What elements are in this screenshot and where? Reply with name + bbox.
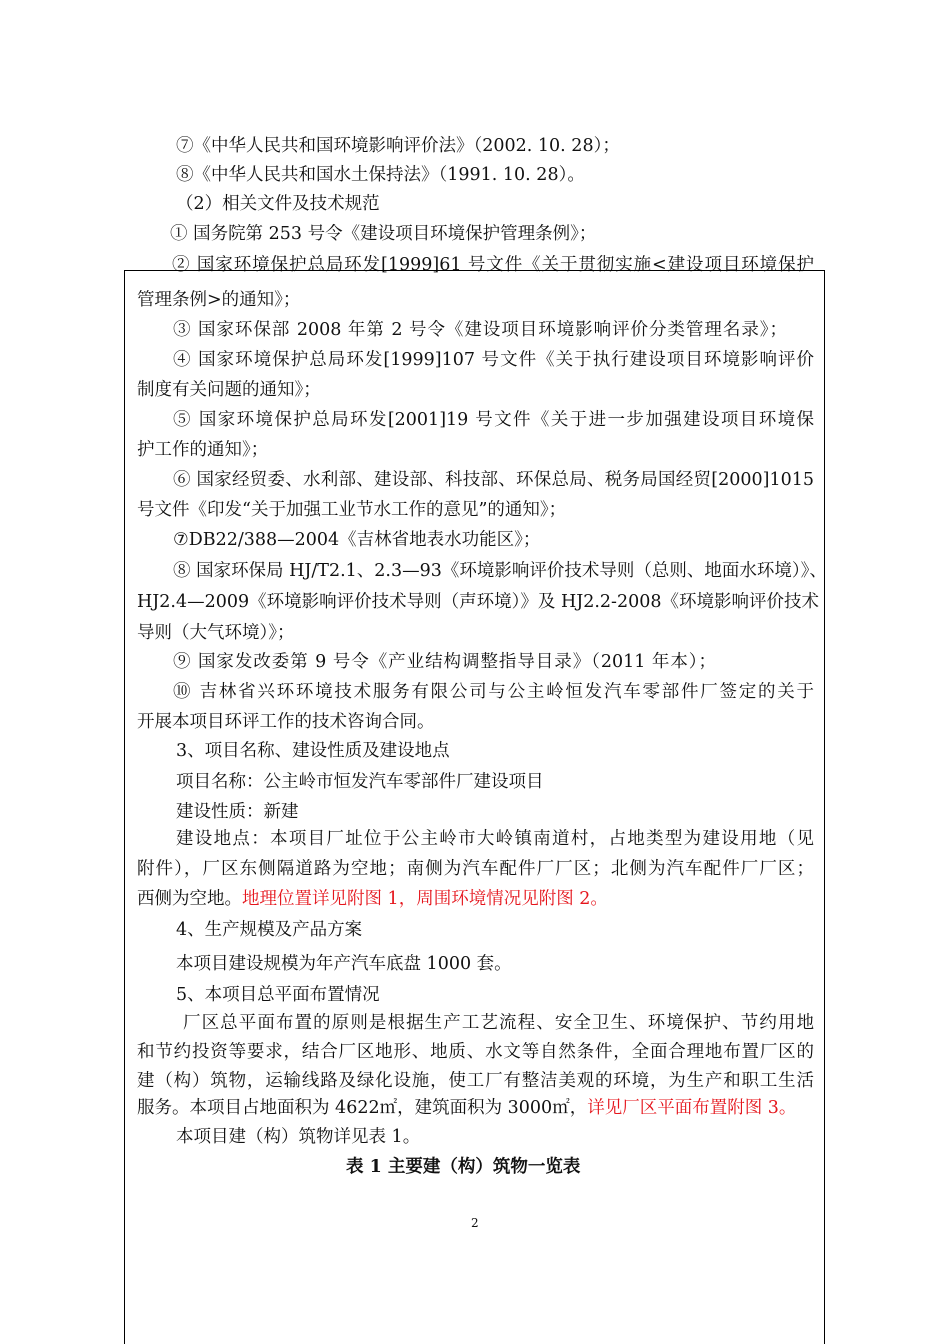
layout-para-line3: 建（构）筑物，运输线路及绿化设施，使工厂有整洁美观的环境，为生产和职工生活 xyxy=(137,1071,814,1091)
doc-item-8-line3: 导则（大气环境）》； xyxy=(137,623,295,643)
section-heading-4: 4、生产规模及产品方案 xyxy=(176,920,363,940)
law-item-7: ⑦《中华人民共和国环境影响评价法》（2002. 10. 28）； xyxy=(176,136,620,156)
doc-item-6-line2: 号文件《印发“关于加强工业节水工作的意见”的通知》； xyxy=(137,500,567,520)
doc-item-1: ① 国务院第 253 号令《建设项目环境保护管理条例》； xyxy=(170,224,597,244)
doc-item-8-line2: HJ2.4—2009《环境影响评价技术导则（声环境）》及 HJ2.2-2008《环境影响评价技术 xyxy=(137,592,820,612)
doc-item-3: ③ 国家环保部 2008 年第 2 号令《建设项目环境影响评价分类管理名录》； xyxy=(173,320,787,340)
location-figure-ref: 地理位置详见附图 1，周围环境情况见附图 2。 xyxy=(242,889,608,909)
page-number: 2 xyxy=(471,1216,479,1230)
project-name: 项目名称：公主岭市恒发汽车零部件厂建设项目 xyxy=(176,772,544,792)
doc-item-5-line2: 护工作的通知》； xyxy=(137,440,269,460)
section-heading-3: 3、项目名称、建设性质及建设地点 xyxy=(176,741,450,761)
doc-item-7: ⑦DB22/388—2004《吉林省地表水功能区》； xyxy=(173,530,541,550)
doc-item-4-line2: 制度有关问题的通知》； xyxy=(137,380,321,400)
law-item-8: ⑧《中华人民共和国水土保持法》（1991. 10. 28）。 xyxy=(176,165,585,185)
doc-item-10-line1: ⑩ 吉林省兴环环境技术服务有限公司与公主岭恒发汽车零部件厂签定的关于 xyxy=(173,682,814,702)
project-location-line1: 建设地点：本项目厂址位于公主岭市大岭镇南道村，占地类型为建设用地（见 xyxy=(176,829,814,849)
doc-item-5-line1: ⑤ 国家环境保护总局环发[2001]19 号文件《关于进一步加强建设项目环境保 xyxy=(173,410,814,430)
section-heading-related-docs: （2）相关文件及技术规范 xyxy=(176,194,380,214)
layout-para-line4 xyxy=(137,1098,796,1118)
production-scale: 本项目建设规模为年产汽车底盘 1000 套。 xyxy=(176,954,512,974)
doc-item-10-line2: 开展本项目环评工作的技术咨询合同。 xyxy=(137,712,435,732)
doc-item-9: ⑨ 国家发改委第 9 号令《产业结构调整指导目录》（2011 年本）； xyxy=(173,652,716,672)
project-nature: 建设性质：新建 xyxy=(176,802,299,822)
table-reference: 本项目建（构）筑物详见表 1。 xyxy=(176,1127,421,1147)
project-location-line2: 附件），厂区东侧隔道路为空地；南侧为汽车配件厂厂区；北侧为汽车配件厂厂区； xyxy=(137,859,814,879)
layout-figure-ref: 详见厂区平面布置附图 3。 xyxy=(587,1098,797,1118)
project-location-text: 西侧为空地。 xyxy=(137,889,242,909)
doc-item-4-line1: ④ 国家环境保护总局环发[1999]107 号文件《关于执行建设项目环境影响评价 xyxy=(173,350,814,370)
layout-para-line1: 厂区总平面布置的原则是根据生产工艺流程、安全卫生、环境保护、节约用地 xyxy=(183,1013,814,1033)
doc-item-6-line1: ⑥ 国家经贸委、水利部、建设部、科技部、环保总局、税务局国经贸[2000]1015 xyxy=(173,470,814,490)
section-heading-5: 5、本项目总平面布置情况 xyxy=(176,985,380,1005)
doc-item-2-line1: ② 国家环境保护总局环发[1999]61 号文件《关于贯彻实施<建设项目环境保护 xyxy=(172,255,814,275)
layout-area-text: 服务。本项目占地面积为 4622㎡，建筑面积为 3000㎡， xyxy=(137,1098,588,1118)
doc-item-8-line1: ⑧ 国家环保局 HJ/T2.1、2.3—93《环境影响评价技术导则（总则、地面水环境）》、 xyxy=(173,561,827,581)
doc-item-2-line2: 管理条例>的通知》； xyxy=(137,290,301,310)
layout-para-line2: 和节约投资等要求，结合厂区地形、地质、水文等自然条件，全面合理地布置厂区的 xyxy=(137,1042,814,1062)
table-title: 表 1 主要建（构）筑物一览表 xyxy=(346,1157,581,1177)
project-location-line3 xyxy=(137,889,608,909)
